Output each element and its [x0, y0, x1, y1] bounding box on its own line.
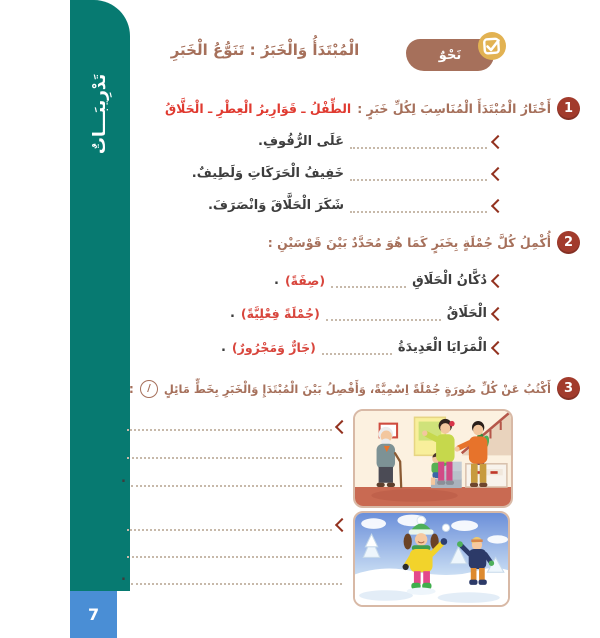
chevron-left-icon — [335, 518, 349, 532]
write-line — [131, 473, 342, 487]
chevron-left-icon — [491, 340, 505, 354]
exercise2-item-2-hint: (جُمْلَةً فِعْلِيَّةً) — [240, 306, 320, 321]
sidebar-label: تَدْرِيبَـــاتٌ — [90, 73, 110, 155]
period: . — [274, 273, 279, 288]
exercise1-choices: الطِّفْلُ ـ قَوَارِيرُ الْعِطْرِ ـ الْحَلَّاقُ — [164, 101, 352, 116]
checkmark-icon — [477, 31, 507, 61]
period: . — [121, 569, 126, 584]
exercise3-colon: : — [128, 381, 134, 396]
exercise1-item-2 — [192, 166, 503, 181]
write-line — [131, 571, 342, 585]
snow-play-illustration — [353, 511, 510, 607]
exercise1-number-badge: 1 — [557, 97, 580, 120]
exercise1-item-1-text: عَلَى الرُّفُوفِ. — [258, 134, 344, 149]
sidebar-label-box — [70, 14, 130, 214]
slash-circle-icon — [140, 380, 158, 398]
period: . — [121, 471, 126, 486]
exercise1-item-3 — [208, 198, 503, 213]
period: . — [220, 340, 226, 355]
answer-blank — [350, 134, 487, 149]
chevron-left-icon — [491, 134, 505, 148]
write-line — [127, 417, 332, 431]
exercise3-prompt: أَكْتُبُ عَنْ كُلِّ صُورَةٍ جُمْلَةً اِسْمِيَّةً، وَأَفْصِلُ بَيْنَ الْمُبْتَدَإِ وَالْخَبَرِ بِخَطٍّ مَائِلٍ — [163, 381, 551, 396]
answer-blank — [350, 198, 487, 213]
exercise2-item-1-hint: (صِفَةً) — [284, 273, 326, 288]
chevron-left-icon — [491, 306, 505, 320]
exercise1-item-2-text: خَفِيفُ الْحَرَكَاتِ وَلَطِيفٌ. — [191, 166, 344, 181]
chevron-left-icon — [491, 198, 505, 212]
chevron-left-icon — [491, 273, 505, 287]
exercise2-header — [268, 231, 580, 254]
exercise1-prompt: أَخْتَارُ الْمُبْتَدَأَ الْمُنَاسِبَ لِكُلِّ خَبَرٍ : — [357, 101, 551, 116]
chevron-left-icon — [491, 166, 505, 180]
slash-glyph: / — [147, 383, 151, 394]
chevron-left-icon — [335, 420, 349, 434]
exercise2-item-3-subject: الْمَرَايَا الْعَدِيدَةُ — [397, 340, 487, 355]
exercise2-prompt: أُكْمِلُ كُلَّ جُمْلَةٍ بِخَبَرٍ كَمَا هُوَ مُحَدَّدٌ بَيْنَ قَوْسَيْنِ : — [267, 235, 551, 250]
exercise2-number-badge: 2 — [557, 231, 580, 254]
exercise2-item-2 — [230, 306, 503, 321]
exercise2-item-3 — [221, 340, 503, 355]
exercise3-number-badge: 3 — [557, 377, 580, 400]
answer-blank — [322, 340, 392, 355]
answer-blank — [331, 273, 406, 288]
family-stairs-illustration — [353, 409, 513, 508]
subject-badge-label: نَحْوٌ — [438, 47, 462, 63]
exercise2-item-1-subject: دُكَّانُ الْحَلَاقِ — [412, 273, 487, 288]
exercise1-header — [165, 97, 580, 120]
exercise2-item-1 — [274, 273, 503, 288]
exercise2-item-3-hint: (جَارٌّ وَمَجْرُورٌ) — [231, 340, 316, 355]
answer-blank — [350, 166, 487, 181]
page-number: 7 — [70, 591, 117, 638]
exercise1-item-1 — [258, 134, 503, 149]
answer-blank — [326, 306, 441, 321]
exercise3-header — [129, 377, 580, 400]
period: . — [229, 306, 235, 321]
page-title: الْمُبْتَدَأُ وَالْخَبَرُ : تَنَوُّعُ الْخَبَرِ — [170, 41, 360, 59]
exercise2-item-2-subject: الْحَلَاقُ — [446, 306, 487, 321]
exercise1-item-3-text: شَكَرَ الْحَلَّاقَ وَانْصَرَفَ. — [207, 198, 344, 213]
write-line — [127, 517, 332, 531]
write-line — [127, 544, 342, 558]
write-line — [127, 445, 342, 459]
